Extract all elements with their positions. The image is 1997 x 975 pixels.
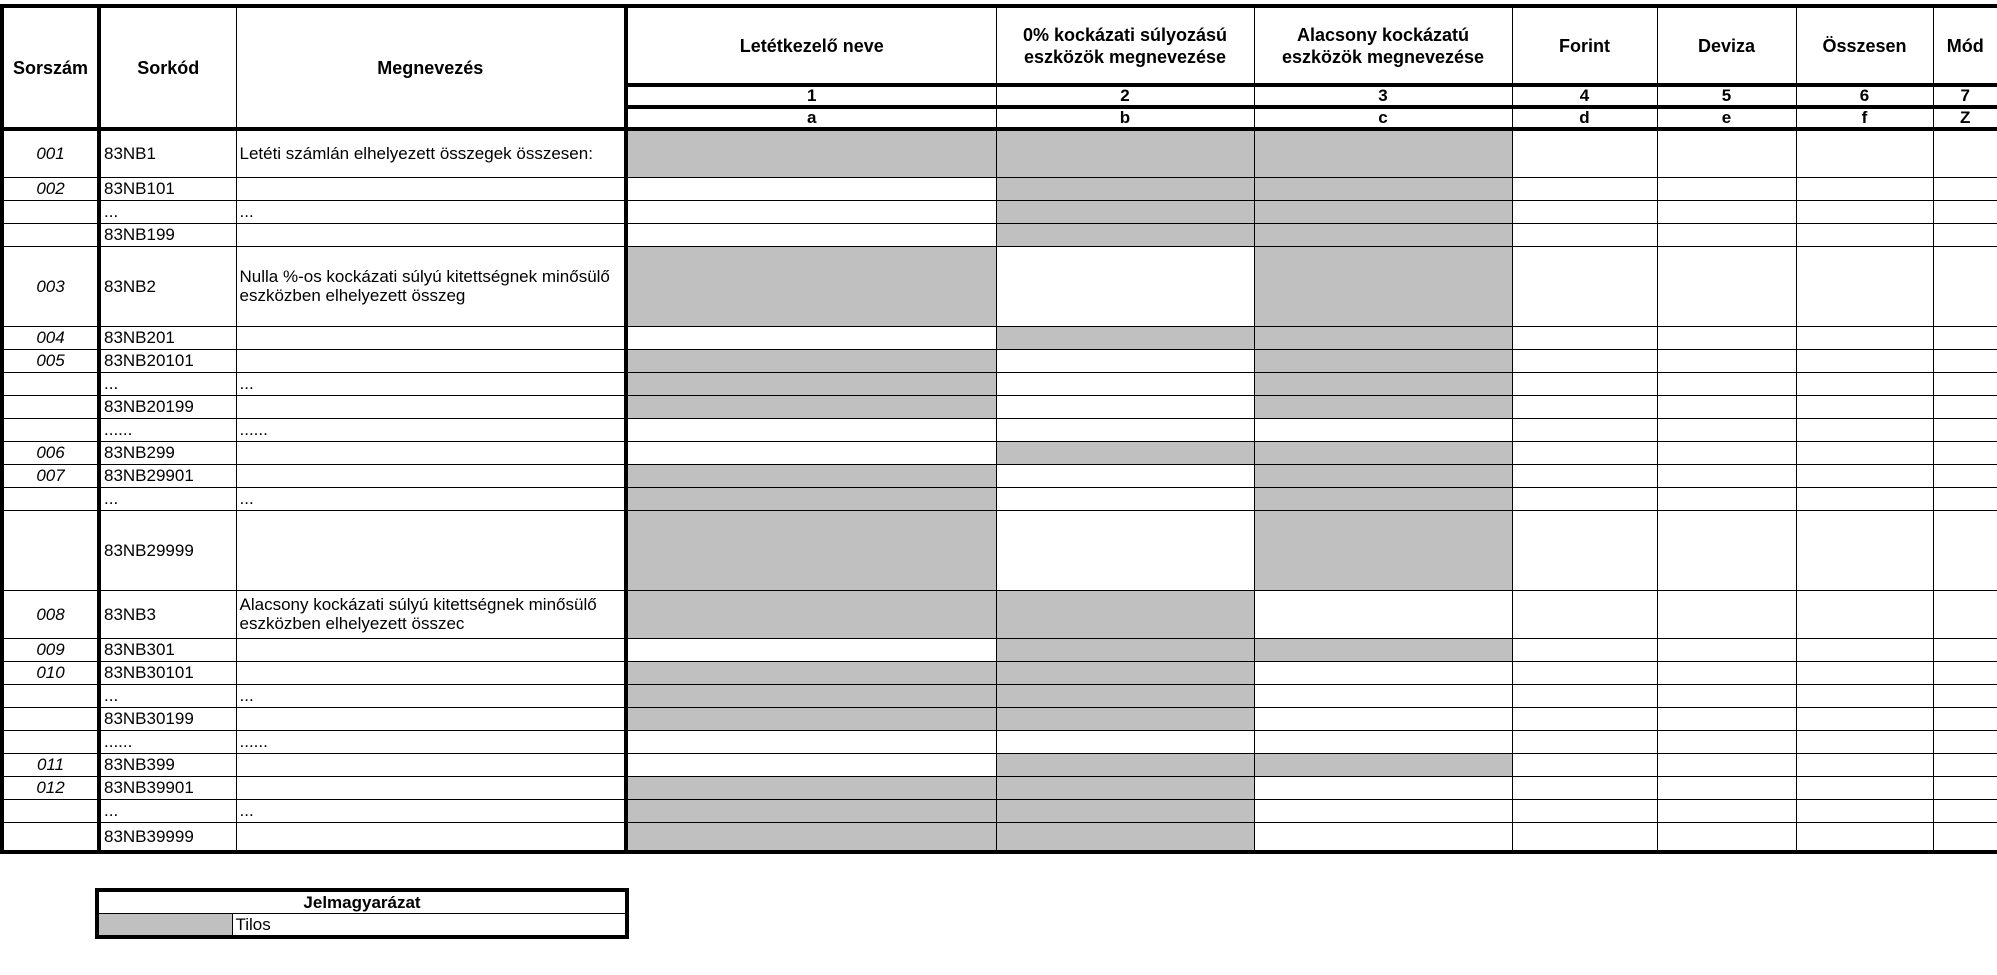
data-cell[interactable] — [1512, 753, 1657, 776]
row-code: 83NB101 — [99, 177, 236, 200]
data-cell[interactable] — [1933, 223, 1997, 246]
forbidden-cell — [626, 395, 996, 418]
col-letter-e: e — [1657, 107, 1796, 129]
header-megnevezes: Megnevezés — [236, 6, 626, 129]
row-number — [2, 395, 99, 418]
data-cell[interactable] — [1933, 730, 1997, 753]
data-cell[interactable] — [1933, 707, 1997, 730]
col-letter-a: a — [626, 107, 996, 129]
row-name — [236, 661, 626, 684]
row-code: 83NB3 — [99, 590, 236, 638]
data-cell[interactable] — [1933, 129, 1997, 177]
data-cell[interactable] — [996, 510, 1254, 590]
data-cell[interactable] — [626, 223, 996, 246]
row-number: 006 — [2, 441, 99, 464]
data-cell[interactable] — [626, 753, 996, 776]
row-code: 83NB1 — [99, 129, 236, 177]
data-cell[interactable] — [1512, 372, 1657, 395]
data-cell[interactable] — [1933, 590, 1997, 638]
data-cell[interactable] — [1512, 510, 1657, 590]
header-col-6: Összesen — [1796, 6, 1933, 85]
data-cell[interactable] — [626, 730, 996, 753]
row-code: ... — [99, 372, 236, 395]
row-code: 83NB39901 — [99, 776, 236, 799]
data-cell[interactable] — [1933, 684, 1997, 707]
col-letter-c: c — [1254, 107, 1512, 129]
row-code: ... — [99, 799, 236, 822]
data-cell[interactable] — [1933, 753, 1997, 776]
data-cell[interactable] — [1657, 753, 1796, 776]
row-name — [236, 395, 626, 418]
row-code: ... — [99, 487, 236, 510]
data-cell[interactable] — [1796, 418, 1933, 441]
data-cell[interactable] — [1933, 638, 1997, 661]
data-cell[interactable] — [1657, 177, 1796, 200]
data-cell[interactable] — [1933, 776, 1997, 799]
data-cell[interactable] — [1254, 590, 1512, 638]
row-code: 83NB20199 — [99, 395, 236, 418]
row-name: ... — [236, 799, 626, 822]
table-row — [2, 510, 1997, 590]
data-cell[interactable] — [996, 418, 1254, 441]
forbidden-cell — [1254, 200, 1512, 223]
row-code: ...... — [99, 418, 236, 441]
report-table — [0, 4, 1997, 854]
data-cell[interactable] — [1933, 510, 1997, 590]
data-cell[interactable] — [1933, 822, 1997, 852]
data-cell[interactable] — [1512, 441, 1657, 464]
forbidden-cell — [996, 707, 1254, 730]
table-row — [2, 707, 1997, 730]
data-cell[interactable] — [1512, 246, 1657, 326]
row-number: 009 — [2, 638, 99, 661]
forbidden-cell — [626, 661, 996, 684]
legend — [95, 888, 629, 939]
data-cell[interactable] — [1796, 590, 1933, 638]
col-letter-d: d — [1512, 107, 1657, 129]
row-name — [236, 326, 626, 349]
forbidden-cell — [996, 661, 1254, 684]
data-cell[interactable] — [1512, 349, 1657, 372]
data-cell[interactable] — [1657, 822, 1796, 852]
row-name: ... — [236, 487, 626, 510]
row-code: 83NB301 — [99, 638, 236, 661]
data-cell[interactable] — [1657, 395, 1796, 418]
forbidden-cell — [996, 200, 1254, 223]
forbidden-cell — [1254, 464, 1512, 487]
data-cell[interactable] — [1796, 638, 1933, 661]
data-cell[interactable] — [1512, 799, 1657, 822]
data-cell[interactable] — [626, 418, 996, 441]
data-cell[interactable] — [1796, 326, 1933, 349]
data-cell[interactable] — [1512, 177, 1657, 200]
data-cell[interactable] — [1512, 776, 1657, 799]
row-name — [236, 510, 626, 590]
data-cell[interactable] — [1933, 464, 1997, 487]
table-row — [2, 661, 1997, 684]
forbidden-cell — [996, 441, 1254, 464]
row-number — [2, 822, 99, 852]
table-row — [2, 326, 1997, 349]
data-cell[interactable] — [1512, 590, 1657, 638]
row-name — [236, 441, 626, 464]
table-row — [2, 753, 1997, 776]
header-col-2: 0% kockázati súlyozású eszközök megnevezése — [996, 6, 1254, 85]
data-cell[interactable] — [996, 487, 1254, 510]
data-cell[interactable] — [1254, 418, 1512, 441]
data-cell[interactable] — [1657, 129, 1796, 177]
data-cell[interactable] — [1796, 246, 1933, 326]
col-num-1: 1 — [626, 85, 996, 107]
data-cell[interactable] — [1933, 395, 1997, 418]
forbidden-cell — [996, 638, 1254, 661]
row-number: 007 — [2, 464, 99, 487]
row-name: Alacsony kockázati súlyú kitettségnek minősülő eszközben elhelyezett összec — [236, 590, 626, 638]
data-cell[interactable] — [1254, 730, 1512, 753]
data-cell[interactable] — [996, 349, 1254, 372]
data-cell[interactable] — [1657, 510, 1796, 590]
data-cell[interactable] — [1933, 487, 1997, 510]
data-cell[interactable] — [1657, 684, 1796, 707]
table-row — [2, 372, 1997, 395]
forbidden-cell — [1254, 177, 1512, 200]
data-cell[interactable] — [1254, 822, 1512, 852]
data-cell[interactable] — [1657, 223, 1796, 246]
forbidden-cell — [626, 799, 996, 822]
data-cell[interactable] — [1796, 349, 1933, 372]
data-cell[interactable] — [1933, 177, 1997, 200]
row-name — [236, 776, 626, 799]
data-cell[interactable] — [1512, 200, 1657, 223]
data-cell[interactable] — [1657, 638, 1796, 661]
data-cell[interactable] — [1796, 684, 1933, 707]
table-row — [2, 418, 1997, 441]
data-cell[interactable] — [1933, 661, 1997, 684]
row-number: 001 — [2, 129, 99, 177]
data-cell[interactable] — [626, 177, 996, 200]
row-code: 83NB30199 — [99, 707, 236, 730]
data-cell[interactable] — [1657, 441, 1796, 464]
forbidden-cell — [626, 510, 996, 590]
table-row — [2, 441, 1997, 464]
table-row — [2, 684, 1997, 707]
table-row — [2, 776, 1997, 799]
table-row — [2, 464, 1997, 487]
forbidden-cell — [1254, 246, 1512, 326]
header-col-4: Forint — [1512, 6, 1657, 85]
forbidden-cell — [626, 129, 996, 177]
header-col-1: Letétkezelő neve — [626, 6, 996, 85]
row-number — [2, 200, 99, 223]
forbidden-cell — [1254, 223, 1512, 246]
table-row — [2, 799, 1997, 822]
row-name — [236, 707, 626, 730]
forbidden-cell — [996, 799, 1254, 822]
data-cell[interactable] — [1933, 326, 1997, 349]
forbidden-cell — [996, 129, 1254, 177]
data-cell[interactable] — [1796, 510, 1933, 590]
row-name — [236, 822, 626, 852]
forbidden-cell — [1254, 753, 1512, 776]
col-num-4: 4 — [1512, 85, 1657, 107]
table-row — [2, 730, 1997, 753]
data-cell[interactable] — [1657, 730, 1796, 753]
data-cell[interactable] — [1796, 200, 1933, 223]
col-letter-b: b — [996, 107, 1254, 129]
forbidden-cell — [626, 822, 996, 852]
table-row — [2, 200, 1997, 223]
row-number — [2, 730, 99, 753]
data-cell[interactable] — [1254, 684, 1512, 707]
forbidden-cell — [996, 684, 1254, 707]
row-number: 011 — [2, 753, 99, 776]
data-cell[interactable] — [1512, 661, 1657, 684]
forbidden-cell — [996, 776, 1254, 799]
data-cell[interactable] — [1933, 799, 1997, 822]
row-name: ... — [236, 372, 626, 395]
row-name — [236, 753, 626, 776]
data-cell[interactable] — [1796, 753, 1933, 776]
forbidden-cell — [1254, 326, 1512, 349]
data-cell[interactable] — [1512, 822, 1657, 852]
table-row — [2, 638, 1997, 661]
data-cell[interactable] — [1657, 246, 1796, 326]
data-cell[interactable] — [1796, 799, 1933, 822]
row-name — [236, 349, 626, 372]
header-col-7: Mód — [1933, 6, 1997, 85]
forbidden-cell — [996, 590, 1254, 638]
row-number — [2, 510, 99, 590]
col-letter-z: Z — [1933, 107, 1997, 129]
row-name — [236, 464, 626, 487]
table-row — [2, 177, 1997, 200]
row-code: 83NB199 — [99, 223, 236, 246]
data-cell[interactable] — [1657, 326, 1796, 349]
row-name: ... — [236, 684, 626, 707]
row-number — [2, 487, 99, 510]
forbidden-cell — [996, 326, 1254, 349]
row-number — [2, 707, 99, 730]
row-name: Letéti számlán elhelyezett összegek összesen: — [236, 129, 626, 177]
row-number: 008 — [2, 590, 99, 638]
data-cell[interactable] — [1657, 487, 1796, 510]
row-number: 010 — [2, 661, 99, 684]
data-cell[interactable] — [1657, 464, 1796, 487]
data-cell[interactable] — [1512, 730, 1657, 753]
data-cell[interactable] — [996, 372, 1254, 395]
col-letter-f: f — [1796, 107, 1933, 129]
data-cell[interactable] — [1254, 661, 1512, 684]
forbidden-cell — [626, 372, 996, 395]
table-row — [2, 590, 1997, 638]
table-row — [2, 129, 1997, 177]
row-number — [2, 223, 99, 246]
row-number — [2, 799, 99, 822]
forbidden-cell — [1254, 349, 1512, 372]
data-cell[interactable] — [1796, 177, 1933, 200]
forbidden-cell — [626, 590, 996, 638]
forbidden-cell — [996, 223, 1254, 246]
legend-item-label: Tilos — [232, 914, 627, 938]
forbidden-cell — [626, 776, 996, 799]
data-cell[interactable] — [1512, 464, 1657, 487]
row-code: 83NB20101 — [99, 349, 236, 372]
data-cell[interactable] — [1796, 822, 1933, 852]
row-number: 003 — [2, 246, 99, 326]
data-cell[interactable] — [1796, 372, 1933, 395]
row-name: ...... — [236, 730, 626, 753]
row-code: 83NB299 — [99, 441, 236, 464]
table-row — [2, 822, 1997, 852]
data-cell[interactable] — [1512, 418, 1657, 441]
data-cell[interactable] — [1796, 730, 1933, 753]
data-cell[interactable] — [996, 395, 1254, 418]
data-cell[interactable] — [1657, 349, 1796, 372]
row-name — [236, 177, 626, 200]
row-code: ...... — [99, 730, 236, 753]
row-code: 83NB399 — [99, 753, 236, 776]
row-code: 83NB201 — [99, 326, 236, 349]
data-cell[interactable] — [1796, 464, 1933, 487]
row-number — [2, 372, 99, 395]
data-cell[interactable] — [1657, 590, 1796, 638]
data-cell[interactable] — [1796, 661, 1933, 684]
forbidden-cell — [1254, 441, 1512, 464]
data-cell[interactable] — [1796, 707, 1933, 730]
data-cell[interactable] — [1933, 246, 1997, 326]
data-cell[interactable] — [1254, 707, 1512, 730]
table-row — [2, 487, 1997, 510]
data-cell[interactable] — [1512, 487, 1657, 510]
table-body — [2, 129, 1997, 852]
row-code: ... — [99, 200, 236, 223]
forbidden-cell — [626, 246, 996, 326]
data-cell[interactable] — [1657, 418, 1796, 441]
data-cell[interactable] — [626, 326, 996, 349]
col-num-5: 5 — [1657, 85, 1796, 107]
data-cell[interactable] — [1657, 372, 1796, 395]
header-sorszam: Sorszám — [2, 6, 99, 129]
data-cell[interactable] — [1254, 799, 1512, 822]
forbidden-cell — [1254, 510, 1512, 590]
forbidden-cell — [626, 349, 996, 372]
row-name — [236, 638, 626, 661]
header-sorkod: Sorkód — [99, 6, 236, 129]
row-number: 002 — [2, 177, 99, 200]
forbidden-cell — [626, 707, 996, 730]
data-cell[interactable] — [626, 441, 996, 464]
row-code: 83NB2 — [99, 246, 236, 326]
row-code: 83NB29999 — [99, 510, 236, 590]
row-name: ...... — [236, 418, 626, 441]
data-cell[interactable] — [1796, 223, 1933, 246]
data-cell[interactable] — [626, 200, 996, 223]
data-cell[interactable] — [996, 246, 1254, 326]
data-cell[interactable] — [1254, 776, 1512, 799]
data-cell[interactable] — [1512, 638, 1657, 661]
row-name: Nulla %-os kockázati súlyú kitettségnek minősülő eszközben elhelyezett összeg — [236, 246, 626, 326]
data-cell[interactable] — [1933, 200, 1997, 223]
legend-title: Jelmagyarázat — [97, 890, 627, 914]
data-cell[interactable] — [1657, 661, 1796, 684]
data-cell[interactable] — [1657, 707, 1796, 730]
data-cell[interactable] — [1933, 441, 1997, 464]
col-num-7: 7 — [1933, 85, 1997, 107]
forbidden-cell — [1254, 129, 1512, 177]
data-cell[interactable] — [996, 730, 1254, 753]
data-cell[interactable] — [1796, 129, 1933, 177]
header-col-5: Deviza — [1657, 6, 1796, 85]
forbidden-cell — [1254, 395, 1512, 418]
data-cell[interactable] — [1796, 395, 1933, 418]
data-cell[interactable] — [1512, 707, 1657, 730]
forbidden-cell — [996, 822, 1254, 852]
forbidden-cell — [1254, 638, 1512, 661]
data-cell[interactable] — [1512, 395, 1657, 418]
row-number: 005 — [2, 349, 99, 372]
data-cell[interactable] — [1512, 223, 1657, 246]
data-cell[interactable] — [1933, 349, 1997, 372]
table-row — [2, 246, 1997, 326]
col-num-6: 6 — [1796, 85, 1933, 107]
data-cell[interactable] — [1512, 684, 1657, 707]
data-cell[interactable] — [1657, 799, 1796, 822]
forbidden-cell — [626, 684, 996, 707]
data-cell[interactable] — [1796, 441, 1933, 464]
legend-swatch — [97, 914, 232, 938]
forbidden-cell — [1254, 372, 1512, 395]
table-row — [2, 349, 1997, 372]
col-num-3: 3 — [1254, 85, 1512, 107]
data-cell[interactable] — [1796, 776, 1933, 799]
table-row — [2, 223, 1997, 246]
data-cell[interactable] — [1512, 326, 1657, 349]
row-code: 83NB29901 — [99, 464, 236, 487]
col-num-2: 2 — [996, 85, 1254, 107]
row-number — [2, 684, 99, 707]
table-row — [2, 395, 1997, 418]
data-cell[interactable] — [1796, 487, 1933, 510]
forbidden-cell — [996, 753, 1254, 776]
forbidden-cell — [626, 464, 996, 487]
data-cell[interactable] — [996, 464, 1254, 487]
data-cell[interactable] — [1657, 776, 1796, 799]
forbidden-cell — [626, 487, 996, 510]
forbidden-cell — [1254, 487, 1512, 510]
row-code: 83NB30101 — [99, 661, 236, 684]
row-number: 004 — [2, 326, 99, 349]
data-cell[interactable] — [1933, 372, 1997, 395]
data-cell[interactable] — [1933, 418, 1997, 441]
data-cell[interactable] — [1512, 129, 1657, 177]
header-col-3: Alacsony kockázatú eszközök megnevezése — [1254, 6, 1512, 85]
row-number: 012 — [2, 776, 99, 799]
row-name: ... — [236, 200, 626, 223]
row-code: ... — [99, 684, 236, 707]
row-code: 83NB39999 — [99, 822, 236, 852]
row-number — [2, 418, 99, 441]
row-name — [236, 223, 626, 246]
forbidden-cell — [996, 177, 1254, 200]
data-cell[interactable] — [1657, 200, 1796, 223]
data-cell[interactable] — [626, 638, 996, 661]
